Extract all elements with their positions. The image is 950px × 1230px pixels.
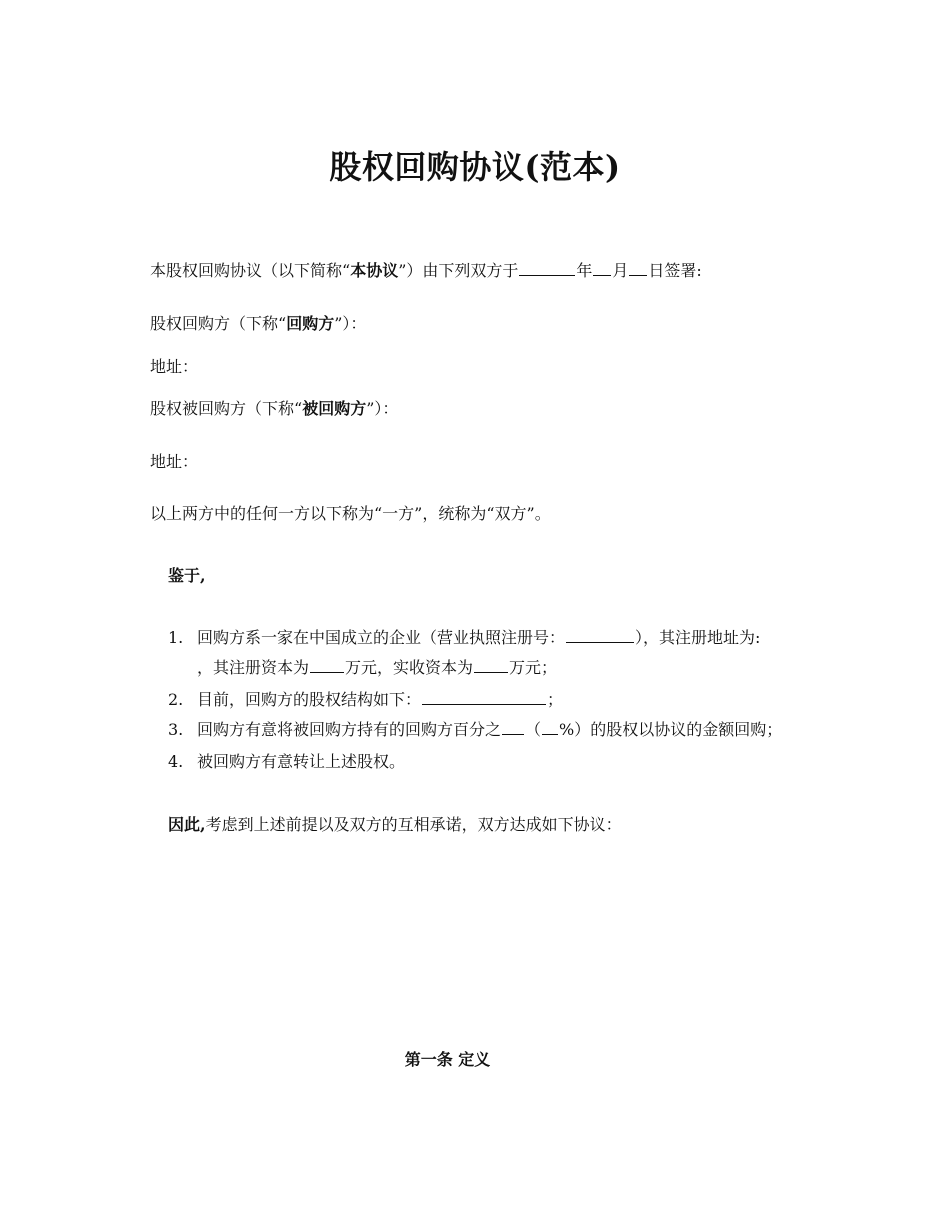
whereas-item-text: 回购方有意将被回购方持有的回购方百分之 [197, 720, 502, 739]
paid-capital-blank [474, 657, 508, 673]
whereas-item-3-line [197, 719, 782, 741]
percentage-number-blank [542, 719, 558, 735]
buyer-text: 股权回购方（下称“ [150, 314, 287, 333]
therefore-line [168, 814, 622, 836]
registered-capital-blank [310, 657, 344, 673]
whereas-item-4-line: 被回购方有意转让上述股权。 [197, 752, 406, 771]
month-blank [593, 260, 611, 276]
whereas-item-text: 目前，回购方的股权结构如下： [197, 690, 422, 709]
whereas-item-text: （ [525, 720, 542, 739]
whereas-item-text: ； [547, 690, 564, 709]
equity-structure-blank [422, 689, 546, 705]
year-label: 年 [576, 261, 593, 280]
whereas-item-number: 1. [168, 628, 184, 647]
buyer-address-line: 地址： [150, 357, 199, 376]
seller-text: 股权被回购方（下称“ [150, 399, 303, 418]
seller-text: ”）： [366, 399, 399, 418]
intro-text: 本股权回购协议（以下简称“ [150, 261, 351, 280]
whereas-item-number: 3. [168, 720, 184, 739]
day-label: 日签署: [648, 261, 702, 280]
article-1-heading: 第一条 定义 [404, 1050, 491, 1069]
whereas-item-text: ），其注册地址为: [635, 628, 761, 647]
buyer-text: ”）： [334, 314, 367, 333]
buyer-line [150, 313, 366, 335]
therefore-heading: 因此, [168, 815, 206, 834]
therefore-text: 考虑到上述前提以及双方的互相承诺，双方达成如下协议： [205, 815, 622, 834]
whereas-item-text: %）的股权以协议的金额回购； [559, 720, 783, 739]
agreement-term: 本协议 [350, 261, 399, 280]
whereas-item-1-line-2 [197, 657, 557, 679]
whereas-item-text: ，其注册资本为 [197, 658, 310, 677]
month-label: 月 [612, 261, 629, 280]
intro-signing-line [150, 260, 702, 282]
registration-number-blank [566, 627, 634, 643]
whereas-item-text: 万元，实收资本为 [345, 658, 474, 677]
percentage-words-blank [502, 719, 524, 735]
seller-term: 被回购方 [302, 399, 367, 418]
day-blank [629, 260, 647, 276]
whereas-item-1-line-1 [197, 627, 760, 649]
seller-address-line: 地址： [150, 452, 199, 471]
intro-text: ”）由下列双方于 [398, 261, 519, 280]
document-title: 股权回购协议(范本) [329, 148, 621, 186]
whereas-item-number: 4. [168, 752, 184, 771]
seller-line [150, 398, 398, 420]
whereas-heading: 鉴于, [168, 566, 206, 585]
whereas-item-2-line [197, 689, 563, 711]
whereas-item-number: 2. [168, 690, 184, 709]
parties-definition-line: 以上两方中的任何一方以下称为“一方”，统称为“双方”。 [150, 504, 551, 523]
whereas-item-text: 回购方系一家在中国成立的企业（营业执照注册号： [197, 628, 566, 647]
year-blank [519, 260, 575, 276]
whereas-item-text: 万元； [509, 658, 558, 677]
buyer-term: 回购方 [286, 314, 335, 333]
